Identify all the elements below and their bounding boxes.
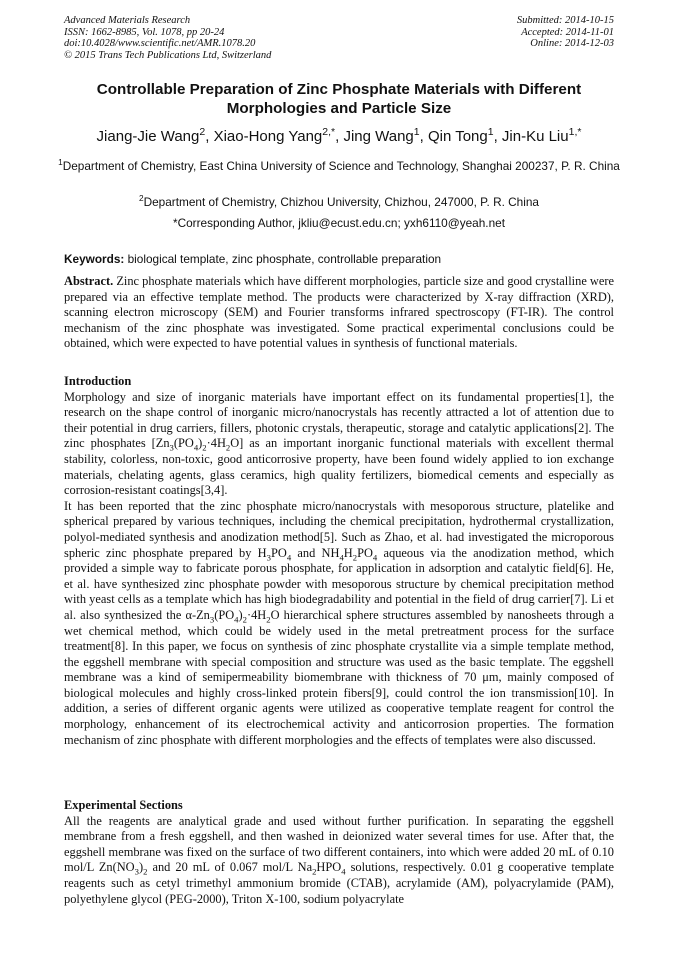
- section-heading-introduction: Introduction: [64, 374, 132, 388]
- journal-doi: doi:10.4028/www.scientific.net/AMR.1078.20: [64, 38, 256, 50]
- keywords-label: Keywords:: [64, 252, 125, 266]
- keywords: [64, 251, 614, 267]
- accepted-date: Accepted: 2014-11-01: [521, 26, 614, 38]
- introduction-paragraph-2: It has been reported that the zinc phosphate micro/nanocrystals with mesoporous structure, platelike and spherical prepared by various techniques, including the chemical precipitation, hydrothermal crystallization, polyol-mediated synthesis and anodization method[5]. Such as Zhao, et al. had investigated the microporous spheric zinc phosphate prepared by $H_3PO_4$ and $NH_4H_2PO_4$ aqueous via the anodization method, which provided a simple way to fabricate porous phosphate, for application in adsorption and catalytic field[6]. He, et al. have synthesized zinc phosphate powder with mesoporous structure by chemical precipitation method with yeast cells as a template which has high biodegradability and potential in the field of drug carrier[7]. Li et al. also synthesized the $\alpha-Zn_3(PO_4)_2\cdot 4H_2O$ hierarchical sphere structures assembled by nanosheets through a wet chemical method, which could be widely used in the metal pretreatment process for the surface treatment[8]. In this paper, we focus on synthesis of zinc phosphate crystallite via a simple template method, the eggshell membrane with special composition and structure was used as the basic template. The eggshell membrane was a kind of semipermeability biomembrane with thickness of 70 μm, mainly composed of biological molecules and highly cross-linked protein fibers[9], could control the ion transmission[10]. In addition, a series of different organic agents were utilized as cooperative template reagent for control the morphology, enhancement of its electrochemical activity and anticorrosion properties. The formation mechanism of zinc phosphate with different morphologies and the effects of templates were also discussed.: [64, 498, 615, 747]
- journal-copyright: © 2015 Trans Tech Publications Ltd, Switzerland: [64, 49, 272, 61]
- author: Qin Tong$^1$,: [427, 126, 502, 145]
- journal-issn: ISSN: 1662-8985, Vol. 1078, pp 20-24: [64, 26, 225, 38]
- keywords-text: biological template, zinc phosphate, controllable preparation: [124, 252, 442, 266]
- author: Jiang-Jie Wang$^2$,: [96, 126, 214, 145]
- experimental-paragraph-1: All the reagents are analytical grade and used without further purification. In separating the eggshell membrane from a fresh eggshell, and then washed in deionized water several times for use. After that, the eggshell membrane was fixed on the surface of two different containers, into which were added 20 mL of 0.10 mol/L $Zn(NO_3)_2$ and 20 mL of 0.067 mol/L $Na_2HPO_4$ solutions, respectively. 0.01 g cooperative template reagents such as cetyl trimethyl ammonium bromide (CTAB), acrylamide (AM), polyacrylamide (PAM), polyethylene glycol (PEG-2000), Triton X-100, sodium polyacrylate: [64, 813, 615, 906]
- author: Jing Wang$^1$,: [343, 126, 428, 145]
- experimental-section: [64, 798, 614, 907]
- paper-title: Controllable Preparation of Zinc Phosphate Materials with Different Morphologies and Particle Size: [96, 81, 582, 117]
- submitted-date: Submitted: 2014-10-15: [516, 15, 614, 26]
- affiliation-1: $^1$Department of Chemistry, East China University of Science and Technology, Shanghai 200237, P. R. China: [58, 158, 620, 173]
- corresponding-author: *Corresponding Author, jkliu@ecust.edu.cn; yxh6110@yeah.net: [173, 216, 505, 230]
- online-date: Online: 2014-12-03: [530, 38, 614, 50]
- author: Jin-Ku Liu$^{1,*}$: [501, 126, 582, 145]
- introduction-paragraph-1: Morphology and size of inorganic materials have important effect on its fundamental properties[1], the research on the shape control of inorganic micro/nanocrystals has recently attracted a lot of attention due to their potential in drug carriers, fillers, photonic crystals, therapeutic, storage and catalytic applications[2]. The zinc phosphates $[Zn_3(PO_4)_2\cdot 4H_2O]$ as an important inorganic functional materials with excellent thermal stability, colorless, non-toxic, good anticorrosive property, have been found widely applied to ion exchange materials, chelating agents, glass ceramics, high quality fertilizers, biomedical cements and especially as corrosion-resistant coatings[3,4].: [64, 389, 614, 498]
- author: Xiao-Hong Yang$^{2,*}$,: [213, 126, 344, 145]
- affiliation-2: $^2$Department of Chemistry, Chizhou University, Chizhou, 247000, P. R. China: [139, 194, 539, 209]
- introduction-section: [64, 374, 614, 748]
- publication-dates: [517, 15, 614, 50]
- abstract-text: Zinc phosphate materials which have different morphologies, particle size and good crystalline were prepared via an effective template method. The products were characterized by X-ray diffraction (XRD), scanning electron microscopy (SEM) and Fourier transforms infrared spectroscopy (FT-IR). The control mechanism of the zinc phosphate was investigated. Some practical experimental conclusions could be obtained, which were expected to have potential values in synthesis of functional materials.: [64, 274, 614, 351]
- section-heading-experimental: Experimental Sections: [64, 798, 183, 812]
- abstract-label: Abstract.: [64, 274, 114, 288]
- journal-info: [64, 15, 271, 61]
- author-list: [40, 127, 638, 147]
- journal-name: Advanced Materials Research: [64, 15, 191, 26]
- abstract: [64, 274, 614, 352]
